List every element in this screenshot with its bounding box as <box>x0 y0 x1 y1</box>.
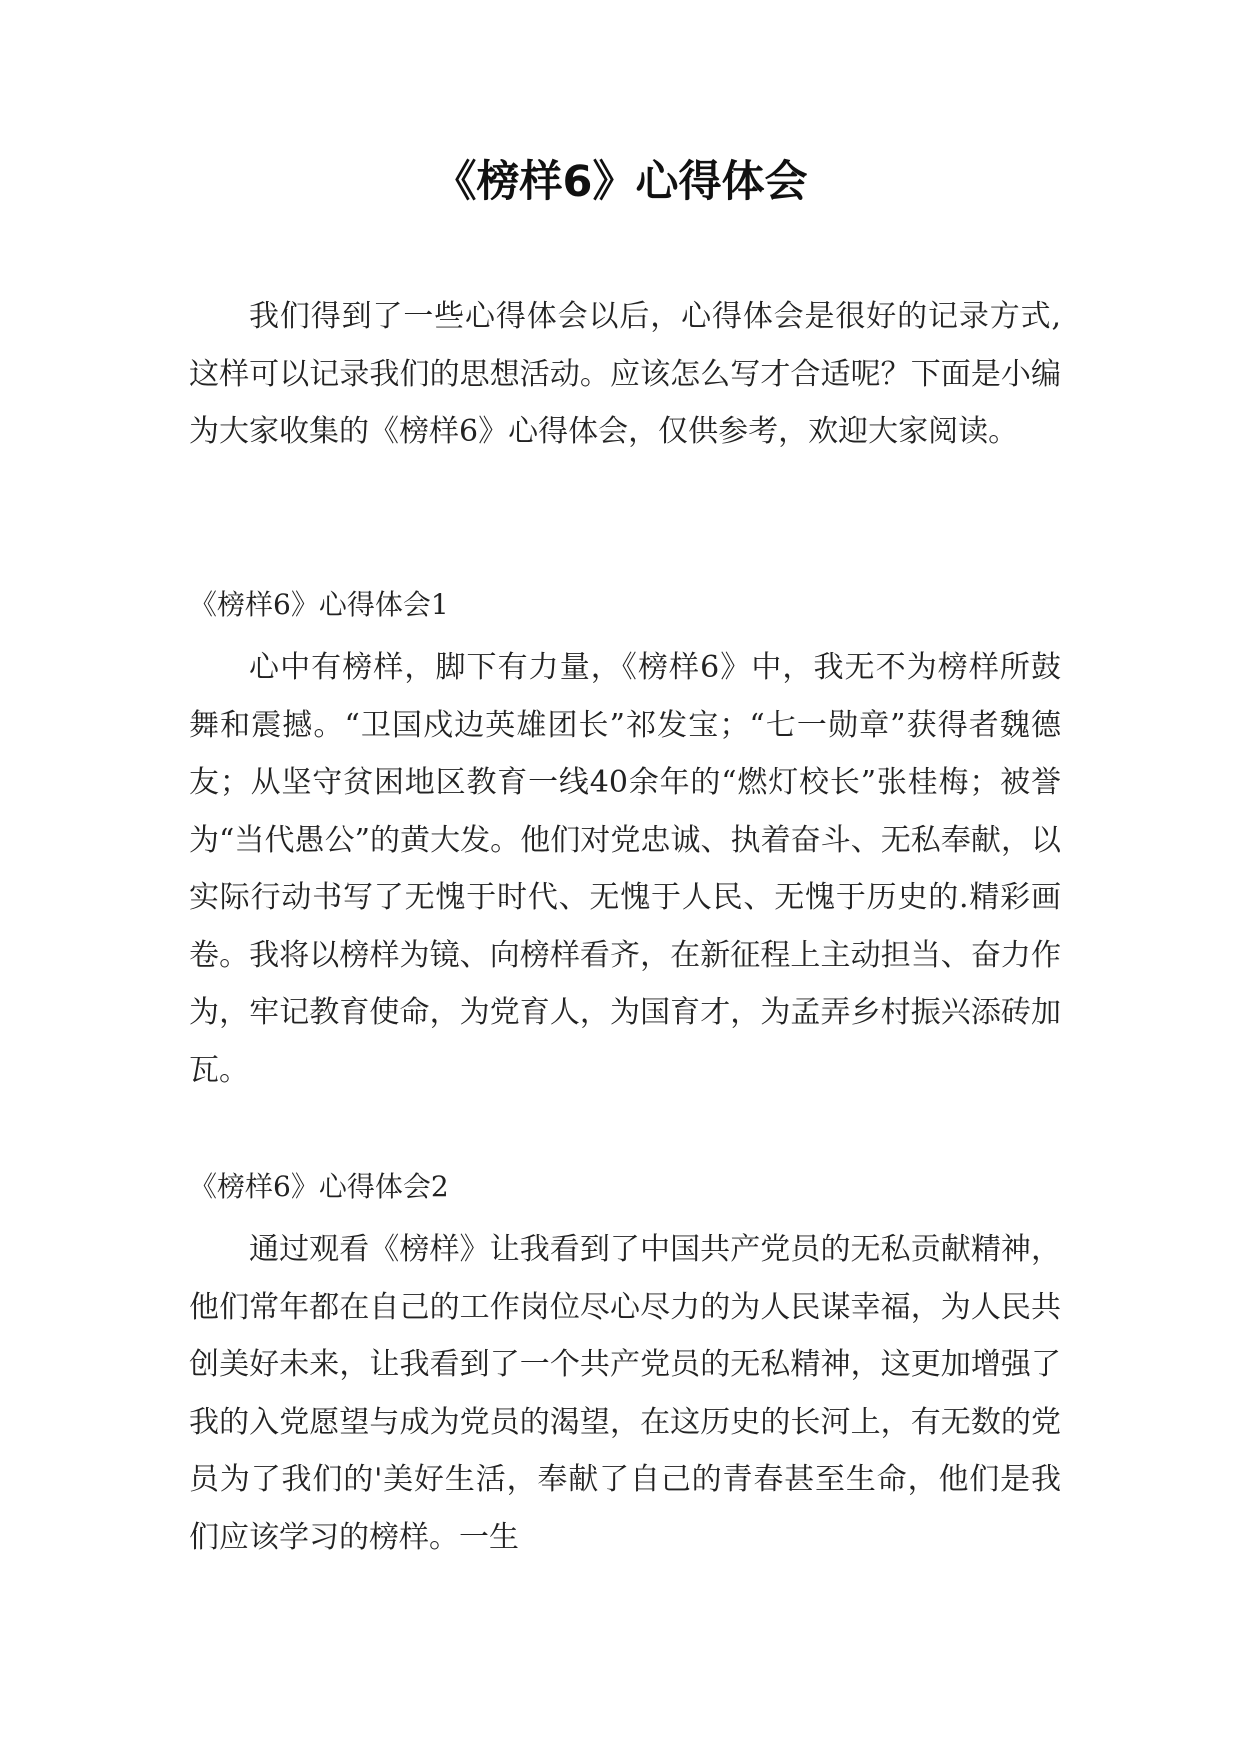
section-1-header <box>189 585 1061 625</box>
section-2-content <box>189 1221 1061 1566</box>
section-heading: 《榜样6》心得体会1 <box>189 588 449 621</box>
section-1-content <box>189 639 1061 1099</box>
intro-section <box>189 288 1061 461</box>
section-paragraph: 通过观看《榜样》让我看到了中国共产党员的无私贡献精神，他们常年都在自己的工作岗位尽心尽力的为人民谋幸福，为人民共创美好未来，让我看到了一个共产党员的无私精神，这更加增强了我的入党愿望与成为党员的渴望，在这历史的长河上，有无数的党员为了我们的'美好生活，奉献了自己的青春甚至生命，他们是我们应该学习的榜样。一生 <box>189 1232 1061 1555</box>
document-title: 《榜样6》心得体会 <box>433 157 808 207</box>
section-2-header <box>189 1167 1061 1207</box>
section-paragraph: 心中有榜样，脚下有力量，《榜样6》中，我无不为榜样所鼓舞和震撼。“卫国戍边英雄团长”祁发宝；“七一勋章”获得者魏德友；从坚守贫困地区教育一线40余年的“燃灯校长”张桂梅；被誉为“当代愚公”的黄大发。他们对党忠诚、执着奋斗、无私奉献，以实际行动书写了无愧于时代、无愧于人民、无愧于历史的.精彩画卷。我将以榜样为镜、向榜样看齐，在新征程上主动担当、奋力作为，牢记教育使命，为党育人，为国育才，为孟弄乡村振兴添砖加瓦。 <box>189 650 1061 1088</box>
intro-paragraph: 我们得到了一些心得体会以后，心得体会是很好的记录方式,这样可以记录我们的思想活动。应该怎么写才合适呢？下面是小编为大家收集的《榜样6》心得体会，仅供参考，欢迎大家阅读。 <box>189 299 1061 449</box>
section-heading: 《榜样6》心得体会2 <box>189 1170 449 1203</box>
